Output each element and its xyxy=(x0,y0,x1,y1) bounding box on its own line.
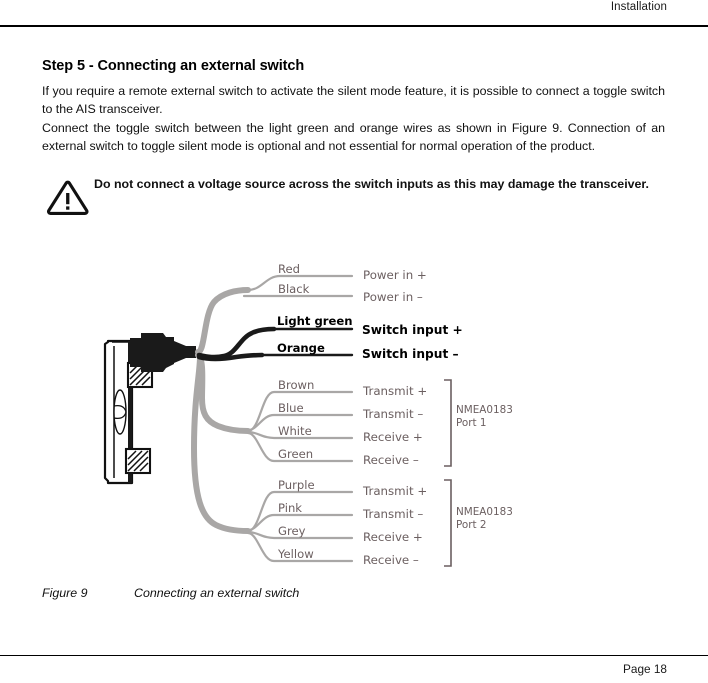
wire-label-black: Black xyxy=(278,282,310,296)
wire-label-light-green: Light green xyxy=(277,314,353,328)
port-label-nmea-2-line1: NMEA0183 xyxy=(456,506,513,518)
port-label-nmea-2-line2: Port 2 xyxy=(456,518,487,531)
wire-label-blue: Blue xyxy=(278,401,304,415)
port-label-nmea-1 xyxy=(456,404,513,429)
function-label-p1-receive-minus: Receive – xyxy=(363,453,419,467)
function-label-p2-transmit-plus: Transmit + xyxy=(363,484,428,498)
paragraph-intro: If you require a remote external switch to activate the silent mode feature, it is possible to connect a toggle switch to the AIS transceiver. xyxy=(42,84,665,116)
wire-label-orange: Orange xyxy=(277,341,325,355)
function-label-switch-input-minus: Switch input – xyxy=(362,347,459,361)
port-label-nmea-2 xyxy=(456,506,513,531)
function-label-p1-transmit-plus: Transmit + xyxy=(363,384,428,398)
figure-caption xyxy=(42,586,299,600)
wire-label-green: Green xyxy=(278,447,314,461)
paragraph-instructions: Connect the toggle switch between the light green and orange wires as shown in Figure 9. Connection of an external switch to toggle silent mode is optional and not essential for normal operation of the product. xyxy=(42,121,665,153)
wire-label-pink: Pink xyxy=(278,501,303,515)
port-label-nmea-1-line2: Port 1 xyxy=(456,416,487,429)
function-label-power-in-plus: Power in + xyxy=(363,268,427,282)
figure-caption-text: Connecting an external switch xyxy=(134,586,300,600)
port-label-nmea-1-line1: NMEA0183 xyxy=(456,404,513,416)
wire-label-purple: Purple xyxy=(278,478,315,492)
function-label-power-in-minus: Power in – xyxy=(363,290,423,304)
bracket-port-2 xyxy=(444,480,451,566)
page-number: Page 18 xyxy=(623,662,667,676)
function-label-p1-receive-plus: Receive + xyxy=(363,430,423,444)
bracket-port-1 xyxy=(444,380,451,466)
function-label-p2-receive-minus: Receive – xyxy=(363,553,419,567)
ais-transceiver-side-view-icon xyxy=(105,333,196,483)
wire-label-grey: Grey xyxy=(278,524,306,538)
function-label-switch-input-plus: Switch input + xyxy=(362,323,463,337)
function-label-p2-receive-plus: Receive + xyxy=(363,530,423,544)
warning-triangle-icon xyxy=(45,180,90,215)
wire-label-red: Red xyxy=(278,262,301,276)
step-heading: Step 5 - Connecting an external switch xyxy=(42,58,305,74)
figure-connecting-external-switch xyxy=(0,238,708,583)
footer-divider xyxy=(0,655,708,656)
function-label-p1-transmit-minus: Transmit – xyxy=(363,407,424,421)
header-divider xyxy=(0,25,708,27)
function-label-p2-transmit-minus: Transmit – xyxy=(363,507,424,521)
wire-label-white: White xyxy=(278,424,312,438)
figure-caption-number: Figure 9 xyxy=(42,586,88,600)
page-header-title: Installation xyxy=(610,1,667,13)
wire-label-brown: Brown xyxy=(278,378,315,392)
wire-label-yellow: Yellow xyxy=(278,547,314,561)
warning-text: Do not connect a voltage source across the switch inputs as this may damage the transceiver. xyxy=(94,177,650,191)
wiring-diagram-graphic xyxy=(0,238,708,583)
